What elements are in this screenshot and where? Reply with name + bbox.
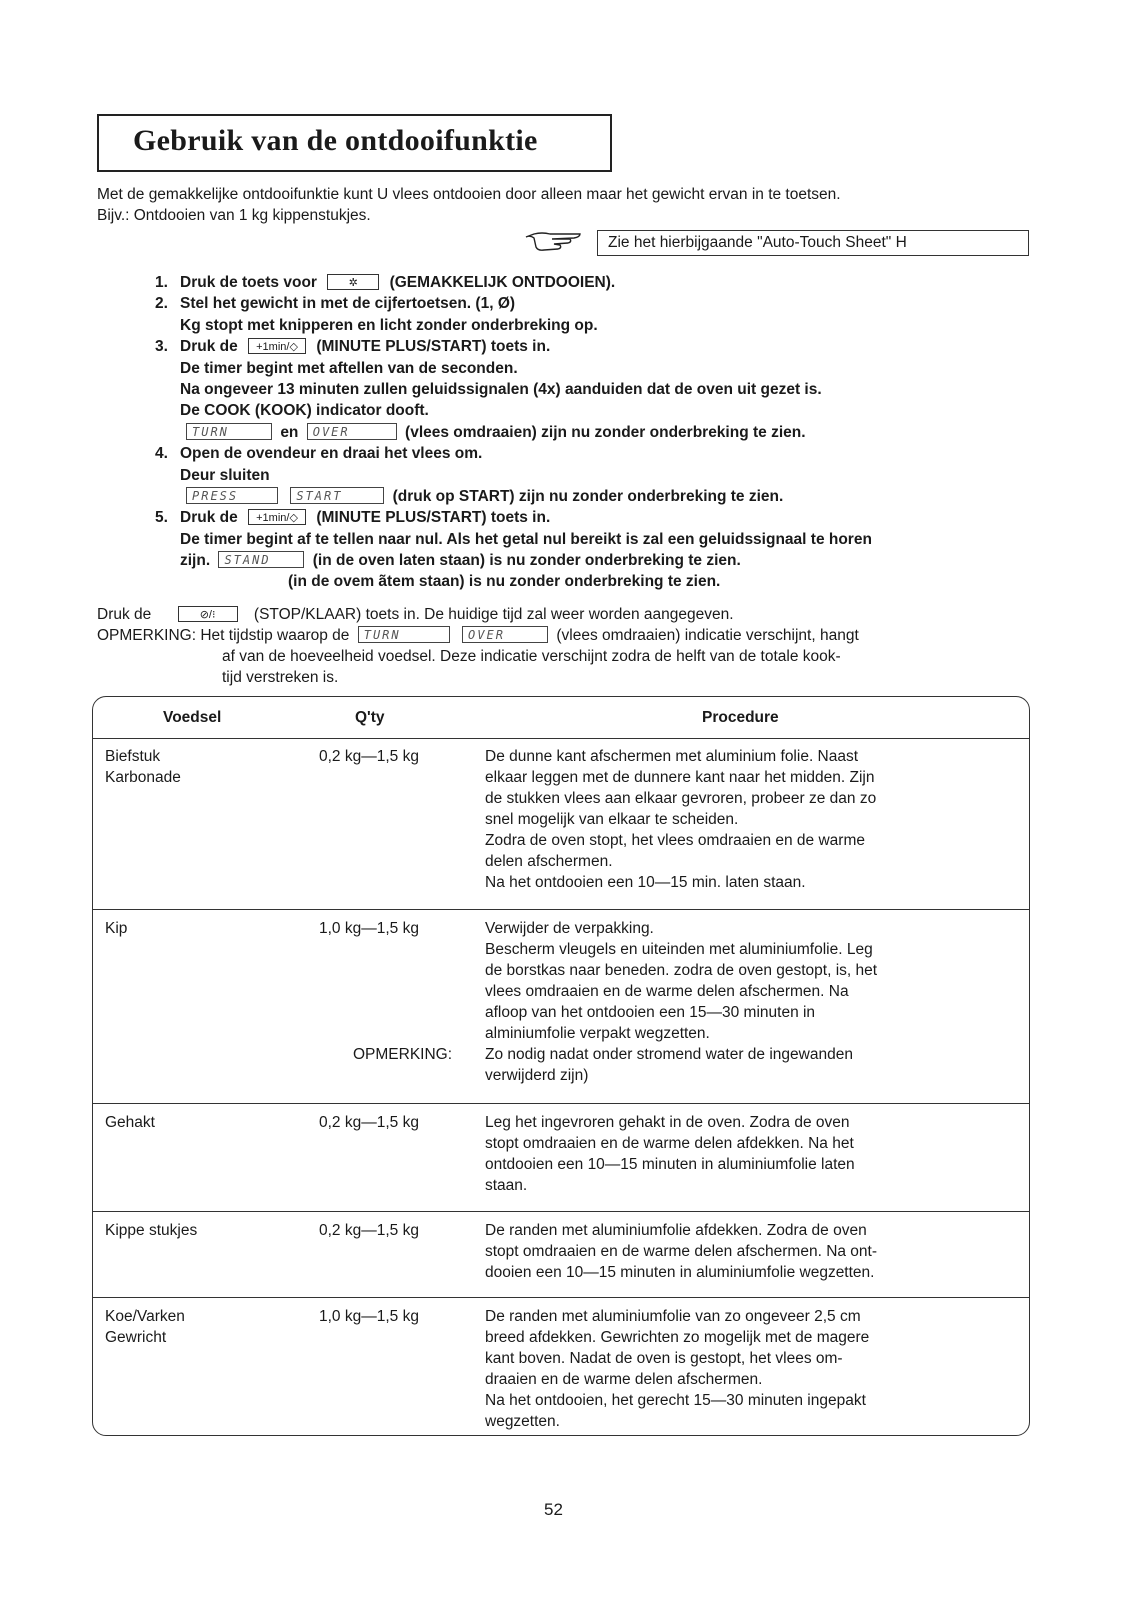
procedure-line: Bescherm vleugels en uiteinden met aluminiumfolie. Leg	[485, 941, 873, 958]
page-title: Gebruik van de ontdooifunktie	[133, 124, 538, 157]
snowflake-key-icon[interactable]: ✲	[327, 274, 379, 290]
pointing-hand-icon	[524, 229, 582, 253]
procedure-line: draaien en de warme delen afschermen.	[485, 1371, 763, 1388]
procedure-line: Zo nodig nadat onder stromend water de ingewanden	[485, 1046, 853, 1063]
note-label: OPMERKING:	[353, 1046, 453, 1063]
procedure-line: de borstkas naar beneden. zodra de oven gestopt, is, het	[485, 962, 878, 979]
lcd-turn: TURN	[358, 626, 450, 643]
procedure-line: stopt omdraaien en de warme delen afdekken. Na het	[485, 1135, 854, 1152]
step-5: 5. Druk de +1min/◇ (MINUTE PLUS/START) toets in.	[155, 509, 551, 527]
lcd-turn: TURN	[186, 423, 272, 440]
procedure-line: de stukken vlees aan elkaar gevroren, probeer ze dan zo	[485, 790, 877, 807]
step-3-line-d: Na ongeveer 13 minuten zullen geluidssignalen (4x) aanduiden dat de oven uit gezet is.	[180, 380, 822, 398]
procedure-cell	[485, 1306, 869, 1432]
header-food: Voedsel	[163, 709, 222, 726]
lcd-press: PRESS	[186, 487, 278, 504]
step-1: 1. Druk de toets voor ✲ (GEMAKKELIJK ONTDOOIEN).	[155, 274, 616, 291]
procedure-line: staan.	[485, 1177, 528, 1194]
procedure-line: stopt omdraaien en de warme delen afschermen. Na ont-	[485, 1243, 878, 1260]
procedure-line: Leg het ingevroren gehakt in de oven. Zodra de oven	[485, 1114, 850, 1131]
procedure-line: wegzetten.	[485, 1413, 560, 1430]
table-row	[93, 1212, 1029, 1298]
header-procedure: Procedure	[702, 709, 779, 726]
step-4-line-c: PRESS START (druk op START) zijn nu zonder onderbreking te zien.	[155, 486, 872, 507]
lcd-over: OVER	[307, 423, 397, 440]
qty-cell: 0,2 kg—1,5 kg	[319, 1222, 419, 1239]
note-line-2: af van de hoeveelheid voedsel. Deze indicatie verschijnt zodra de helft van de totale kook-	[222, 648, 841, 665]
procedure-line: verwijderd zijn)	[485, 1067, 589, 1084]
table-header	[93, 697, 1029, 739]
procedure-line: elkaar leggen met de dunnere kant naar het midden. Zijn	[485, 769, 875, 786]
procedure-cell	[485, 918, 877, 1086]
procedure-cell	[485, 1220, 877, 1283]
lcd-over: OVER	[462, 626, 548, 643]
food-cell: Koe/Varken Gewricht	[105, 1308, 185, 1346]
procedure-line: Na het ontdooien, het gerecht 15—30 minuten ingepakt	[485, 1392, 866, 1409]
steps-list	[155, 272, 872, 593]
step-5-line-d: zijn. STAND (in de oven laten staan) is nu zonder onderbreking te zien.	[180, 552, 741, 570]
food-cell: Kip	[105, 920, 128, 937]
step-5-line-c: De timer begint af te tellen naar nul. Als het getal nul bereikt is zal een geluidssignaal te horen	[180, 530, 872, 548]
step-3-line-c: De timer begint met aftellen van de seconden.	[180, 359, 518, 377]
step-3-line-f: TURN en OVER (vlees omdraaien) zijn nu zonder onderbreking te zien.	[155, 422, 872, 443]
after-notes	[97, 604, 859, 688]
step-3-line-e: De COOK (KOOK) indicator dooft.	[180, 402, 429, 420]
procedure-line: Verwijder de verpakking.	[485, 920, 654, 937]
procedure-line: breed afdekken. Gewrichten zo mogelijk met de magere	[485, 1329, 870, 1346]
step-4-line-b: Deur sluiten	[180, 466, 270, 484]
header-qty: Q'ty	[355, 709, 385, 726]
food-cell: Kippe stukjes	[105, 1222, 198, 1239]
table-body	[93, 738, 1029, 1438]
plus-minute-start-key-icon[interactable]: +1min/◇	[248, 338, 306, 354]
step-2-note: Kg stopt met knipperen en licht zonder onderbreking op.	[180, 316, 598, 334]
food-cell: Biefstuk Karbonade	[105, 748, 181, 786]
step-3: 3. Druk de +1min/◇ (MINUTE PLUS/START) toets in.	[155, 338, 551, 356]
procedure-line: delen afschermen.	[485, 853, 613, 870]
table-row	[93, 738, 1029, 910]
plus-minute-start-key-icon[interactable]: +1min/◇	[248, 509, 306, 525]
procedure-line: afloop van het ontdooien een 15—30 minuten in	[485, 1004, 816, 1021]
lcd-stand: STAND	[218, 551, 304, 568]
procedure-line: alminiumfolie verpakt wegzetten.	[485, 1025, 710, 1042]
procedure-line: vlees omdraaien en de warme delen afschermen. Na	[485, 983, 849, 1000]
qty-cell: 1,0 kg—1,5 kg	[319, 920, 419, 937]
qty-cell: 0,2 kg—1,5 kg	[319, 1114, 419, 1131]
table-row	[93, 910, 1029, 1104]
reference-box: Zie het hierbijgaande "Auto-Touch Sheet" H	[597, 230, 1029, 256]
step-5-line-e: (in de ovem ãtem staan) is nu zonder onderbreking te zien.	[288, 573, 721, 591]
intro-line-1: Met de gemakkelijke ontdooifunktie kunt U vlees ontdooien door alleen maar het gewicht ervan in te toetsen.	[97, 186, 841, 203]
table-row	[93, 1298, 1029, 1438]
step-4: 4. Open de ovendeur en draai het vlees om.	[155, 445, 483, 463]
defrost-table	[92, 696, 1030, 1436]
procedure-line: De dunne kant afschermen met aluminium folie. Naast	[485, 748, 859, 765]
procedure-line: ontdooien een 10—15 minuten in aluminiumfolie laten	[485, 1156, 855, 1173]
table-row	[93, 1104, 1029, 1212]
procedure-cell	[485, 746, 876, 893]
note-line-3: tijd verstreken is.	[222, 669, 339, 686]
title-box	[97, 114, 612, 172]
step-2: 2. Stel het gewicht in met de cijfertoetsen. (1, Ø)	[155, 295, 516, 313]
procedure-line: snel mogelijk van elkaar te scheiden.	[485, 811, 739, 828]
procedure-cell	[485, 1112, 855, 1196]
procedure-line: Zodra de oven stopt, het vlees omdraaien en de warme	[485, 832, 865, 849]
food-cell: Gehakt	[105, 1114, 155, 1131]
procedure-line: dooien een 10—15 minuten in aluminiumfolie wegzetten.	[485, 1264, 875, 1281]
stop-clear-key-icon[interactable]: ⊘/⁝	[178, 606, 238, 622]
qty-cell: 1,0 kg—1,5 kg	[319, 1308, 419, 1325]
procedure-line: Na het ontdooien een 10—15 min. laten staan.	[485, 874, 806, 891]
procedure-line: kant boven. Nadat de oven is gestopt, het vlees om-	[485, 1350, 843, 1367]
qty-cell: 0,2 kg—1,5 kg	[319, 748, 419, 765]
note-line-1: OPMERKING: Het tijdstip waarop de TURN OVER (vlees omdraaien) indicatie verschijnt, hangt	[97, 627, 859, 644]
procedure-line: De randen met aluminiumfolie van zo ongeveer 2,5 cm	[485, 1308, 861, 1325]
intro-text	[97, 184, 841, 226]
intro-line-2: Bijv.: Ontdooien van 1 kg kippenstukjes.	[97, 207, 371, 224]
procedure-line: De randen met aluminiumfolie afdekken. Zodra de oven	[485, 1222, 867, 1239]
page-number: 52	[544, 1500, 563, 1519]
lcd-start: START	[290, 487, 384, 504]
stop-line: Druk de ⊘/⁝ (STOP/KLAAR) toets in. De huidige tijd zal weer worden aangegeven.	[97, 606, 734, 623]
